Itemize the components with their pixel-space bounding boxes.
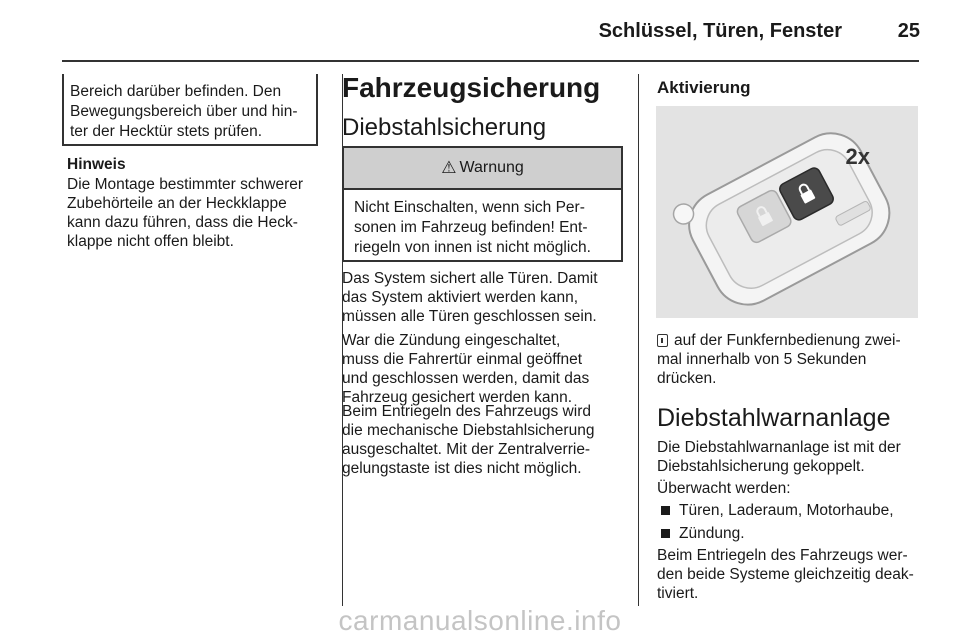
note-line: Die Montage bestimmter schwerer	[67, 176, 304, 193]
continued-text-box	[62, 74, 318, 146]
column-divider-right	[638, 74, 639, 606]
activation-text	[657, 331, 901, 388]
press-twice-label: 2x	[845, 144, 870, 169]
lock-icon	[657, 334, 668, 347]
page-number: 25	[897, 20, 920, 42]
alarm-text	[657, 438, 901, 476]
note-text	[67, 175, 303, 251]
paragraph-system-locks	[342, 269, 598, 326]
page-header-title: Schlüssel, Türen, Fenster	[598, 20, 842, 42]
box-line: ter der Hecktür stets prüfen.	[70, 123, 263, 140]
box-line: Bereich darüber befinden. Den	[70, 83, 282, 100]
alarm-line: Die Diebstahlwarnanlage ist mit der	[657, 439, 901, 456]
note-line: klappe nicht offen bleibt.	[67, 233, 234, 250]
subsection-heading: Diebstahlsicherung	[342, 114, 547, 141]
note-heading: Hinweis	[67, 156, 126, 173]
activation-line: mal innerhalb von 5 Sekunden	[657, 351, 867, 368]
final-line: tiviert.	[657, 585, 699, 602]
paragraph-unlocking	[342, 402, 594, 478]
paragraph-line: Beim Entriegeln des Fahrzeugs wird	[342, 403, 591, 420]
paragraph-line: müssen alle Türen geschlossen sein.	[342, 308, 597, 325]
activation-line: drücken.	[657, 370, 717, 387]
alarm-heading: Diebstahlwarnanlage	[657, 404, 891, 432]
monitored-label: Überwacht werden:	[657, 480, 791, 497]
paragraph-line: und geschlossen werden, damit das	[342, 370, 590, 387]
watermark: carmanualsonline.info	[338, 605, 622, 636]
paragraph-line: muss die Fahrertür einmal geöffnet	[342, 351, 583, 368]
warning-text	[344, 190, 621, 258]
paragraph-line: Fahrzeug gesichert werden kann.	[342, 389, 573, 406]
box-line: Bewegungsbereich über und hin-	[70, 103, 298, 120]
warning-header	[344, 148, 621, 190]
paragraph-line: Das System sichert alle Türen. Damit	[342, 270, 598, 287]
note-line: kann dazu führen, dass die Heck-	[67, 214, 298, 231]
activation-line: auf der Funkfernbedienung zwei-	[657, 331, 901, 350]
monitored-list	[657, 501, 894, 543]
alarm-line: Diebstahlsicherung gekoppelt.	[657, 458, 865, 475]
key-fob-drawing	[656, 106, 918, 318]
warning-title: Warnung	[459, 159, 524, 176]
paragraph-line: War die Zündung eingeschaltet,	[342, 332, 561, 349]
warning-line: Nicht Einschalten, wenn sich Per-	[354, 199, 585, 216]
paragraph-line: ausgeschaltet. Mit der Zentralverrie-	[342, 441, 591, 458]
paragraph-line: gelungstaste ist dies nicht möglich.	[342, 460, 582, 477]
section-heading: Fahrzeugsicherung	[342, 72, 601, 103]
activation-heading: Aktivierung	[657, 78, 751, 97]
paragraph-ignition	[342, 331, 589, 407]
final-text	[657, 546, 914, 603]
warning-box	[342, 146, 623, 262]
header-divider	[62, 60, 919, 62]
note-line: Zubehörteile an der Heckklappe	[67, 195, 287, 212]
warning-line: riegeln von innen ist nicht möglich.	[354, 239, 591, 256]
paragraph-line: das System aktiviert werden kann,	[342, 289, 579, 306]
paragraph-line: die mechanische Diebstahlsicherung	[342, 422, 595, 439]
warning-triangle-icon: ⚠	[441, 158, 457, 177]
warning-line: sonen im Fahrzeug befinden! Ent-	[354, 219, 588, 236]
list-item: Zündung.	[657, 524, 894, 543]
key-fob-illustration	[656, 106, 918, 318]
list-item: Türen, Laderaum, Motorhaube,	[657, 501, 894, 520]
final-line: den beide Systeme gleichzeitig deak-	[657, 566, 914, 583]
final-line: Beim Entriegeln des Fahrzeugs wer-	[657, 547, 908, 564]
